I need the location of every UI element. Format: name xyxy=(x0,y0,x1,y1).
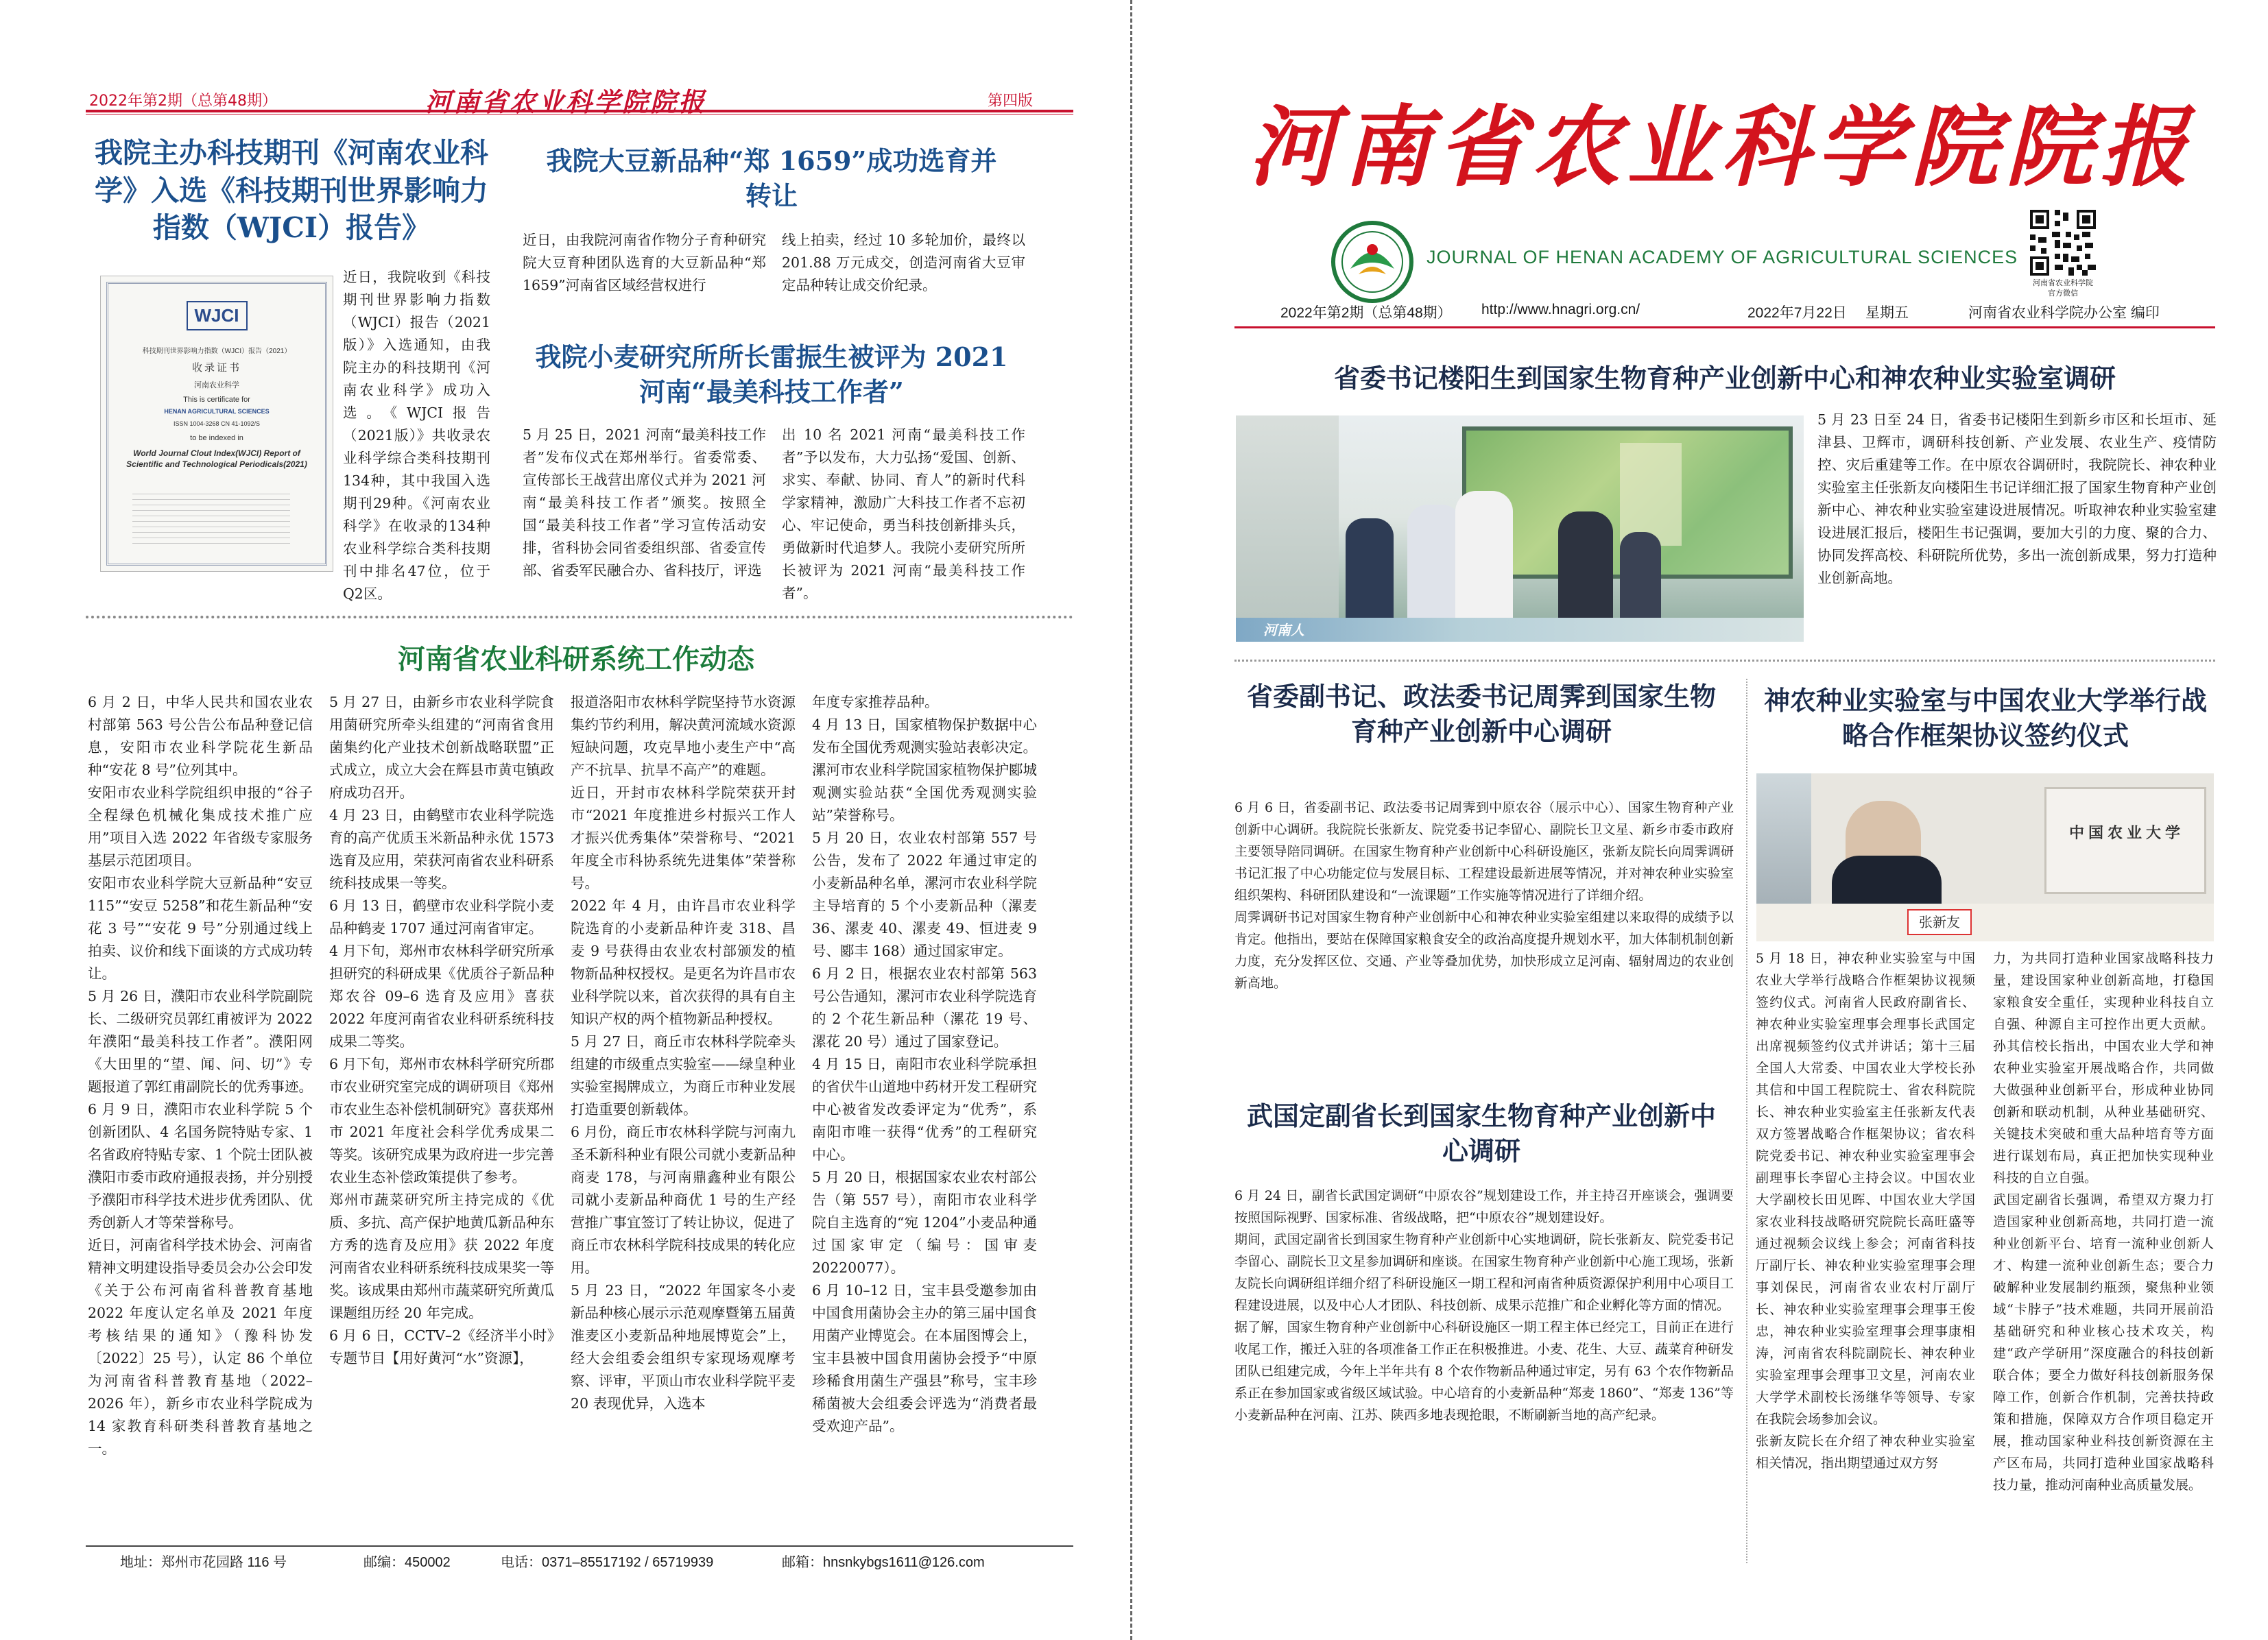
wheat-body-a: 5 月 25 日，2021 河南“最美科技工作者”发布仪式在郑州举行。省委常委、宣传部长王战营出席仪式并为 2021 河南“最美科技工作者”颁奖。按照全国“最美科技工作者”学习宣传活动安排，省科协会同省委组织部、省委宣传部、省委军民融合办、省科技厅，评选 xyxy=(523,426,766,579)
cert-line8: World Journal Clout Index(WJCI) Report of Scientific and Technological Periodicals(2021) xyxy=(126,448,307,469)
page-fold xyxy=(1130,0,1132,1640)
section-divider xyxy=(86,616,1073,618)
footer-email: 邮箱：hnsnkybgs1611@126.com xyxy=(782,1555,985,1570)
wechat-qr-icon[interactable] xyxy=(2030,210,2096,276)
cert-line3: 河南农业科学 xyxy=(194,381,239,389)
cau-body-b: 力，为共同打造种业国家战略科技力量，建设国家种业创新高地，打稳国家粮食安全重任，实现种业科技自立自强、种源自主可控作出更大贡献。孙其信校长指出，中国农业大学和神农种业实验室开展战略合作，共同做大做强种业创新平台，形成种业协同创新和联动机制，从种业基础研究、关键技术突破和重大品种培育等方面进行谋划布局，真正把加快实现种业科技的自立自强。 武国定副省长强调，希望双方聚力打造国家种业创新高地，共同打造一流种业创新平台、培育一流种业创新人才、构建一流种业创新生态；要合力破解种业发展制约瓶颈，聚焦种业领域“卡脖子”技术难题，共同开展前沿基础研究和种业核心技术攻关，构建“政产学研用”深度融合的科技创新联合体；要全力做好科技创新服务保障工作，创新合作机制，完善扶持政策和措施，保障双方合作项目稳定开展，推动国家种业科技创新资源在主产区布局，共同打造种业国家战略科技力量，推动河南种业高质量发展。 xyxy=(1993,951,2214,1493)
soy-body-a: 近日，由我院河南省作物分子育种研究院大豆育种团队选育的大豆新品种“郑 1659”河南省区域经营权进行 xyxy=(523,232,766,293)
header-rule xyxy=(86,110,1073,112)
masthead-rule xyxy=(1234,326,2215,328)
cert-line2: 收录证书 xyxy=(191,361,241,374)
soy-title: 我院大豆新品种“郑 1659”成功选育并转让 xyxy=(546,145,997,211)
wheat-title: 我院小麦研究所所长雷振生被评为 2021 河南“最美科技工作者” xyxy=(535,341,1008,407)
news-col-3: 报道洛阳市农林科学院坚持节水资源集约节约利用，解决黄河流域水资源短缺问题，攻克旱地小麦生产中“高产不抗旱、抗旱不高产”的难题。 近日，开封市农林科学院荣获开封市“2021 年度推进乡村振兴工作人才振兴优秀集体”荣誉称号、“2021 年度全市科协系统先进集体”荣誉称号。 2022 年 4 月，由许昌市农业科学院选育的小麦新品种许麦 318、昌麦 9 号获得由农业农村部颁发的植物新品种权授权。是更名为许昌市农业科学院以来，首次获得的具有自主知识产权的两个植物新品种授权。 5 月 27 日，商丘市农林科学院牵头组建的市级重点实验室——绿皇种业实验室揭牌成立，为商丘市种业发展打造重要创新载体。 6 月份，商丘市农林科学院与河南九圣禾新科种业有限公司就小麦新品种商麦 178，与河南鼎鑫种业有限公司就小麦新品种商优 1 号的生产经营推广事宜签订了转让协议，促进了商丘市农林科学院科技成果的转化应用。 5 月 23 日，“2022 年国家冬小麦新品种核心展示示范观摩暨第五届黄淮麦区小麦新品种地展博览会”上，经大会组委会组织专家现场观摩考察、评审，平顶山市农业科学院平麦 20 表现优异，入选本 xyxy=(571,694,796,1412)
page-four xyxy=(0,0,1125,1640)
lead-divider xyxy=(1234,660,2215,662)
masthead-subtitle: JOURNAL OF HENAN ACADEMY OF AGRICULTURAL SCIENCES xyxy=(1427,247,2018,267)
issue-date: 2022年7月22日 xyxy=(1747,305,1847,321)
wheat-body-b: 出 10 名 2021 河南“最美科技工作者”予以发布，大力弘扬“爱国、创新、求实、奉献、协同、育人”的新时代科学家精神，激励广大科技工作者不忘初心、牢记使命，勇当科技创新排头兵，勇做新时代追梦人。我院小麦研究所所长被评为 2021 河南“最美科技工作者”。 xyxy=(782,426,1025,601)
page-number: 第四版 xyxy=(988,93,1034,110)
news-col-4: 年度专家推荐品种。 4 月 13 日，国家植物保护数据中心发布全国优秀观测实验站表彰决定。漯河市农业科学院国家植物保护郾城观测实验站获“全国优秀观测实验站”荣誉称号。 5 月 20 日，农业农村部第 557 号公告，发布了 2022 年通过审定的小麦新品种名单，漯河市农业科学院主导培育的 5 个小麦新品种（漯麦 36、漯麦 40、漯麦 49、恒进麦 9 号、郾丰 168）通过国家审定。 6 月 2 日，根据农业农村部第 563 号公告通知，漯河市农业科学院选育的 2 个花生新品种（漯花 19 号、漯花 20 号）通过了国家登记。 4 月 15 日，南阳市农业科学院承担的省伏牛山道地中药材开发工程研究中心被省发改委评定为“优秀”，系南阳市唯一获得“优秀”的工程研究中心。 5 月 20 日，根据国家农业农村部公告（第 557 号），南阳市农业科学院自主选育的“宛 1204”小麦品种通过国家审定（编号：国审麦 20220077）。 6 月 10–12 日，宝丰县受邀参加由中国食用菌协会主办的第三届中国食用菌产业博览会。在本届图博会上，宝丰县被中国食用菌协会授予“中原珍稀食用菌生产强县”称号，宝丰珍稀菌被大会组委会评选为“消费者最受欢迎产品”。 xyxy=(812,694,1037,1434)
front-page xyxy=(1138,0,2268,1640)
qr-caption-1: 河南省农业科学院 xyxy=(2033,279,2093,287)
running-logo: 河南省农业科学院院报 xyxy=(425,86,707,117)
news-col-2: 5 月 27 日，由新乡市农业科学院食用菌研究所牵头组建的“河南省食用菌集约化产业技术创新战略联盟”正式成立，成立大会在辉县市黄屯镇政府成功召开。 4 月 23 日，由鹤壁市农业科学院选育的高产优质玉米新品种永优 1573 选育及应用，荣获河南省农业科研系统科技成果一等奖。 6 月 13 日，鹤壁市农业科学院小麦品种鹤麦 1707 通过河南省审定。 4 月下旬，郑州市农林科学研究所承担研究的科研成果《优质谷子新品种郑农谷 09–6 选育及应用》喜获 2022 年度河南省农业科研系统科技成果二等奖。 6 月下旬，郑州市农林科学研究所郡市农业研究室完成的调研项目《郑州市农业生态补偿机制研究》喜获郑州市 2021 年度社会科学优秀成果二等奖。该研究成果为政府进一步完善农业生态补偿政策提供了参考。 郑州市蔬菜研究所主持完成的《优质、多抗、高产保护地黄瓜新品种东方秀的选育及应用》获 2022 年度河南省农业科研系统科技成果奖一等奖。该成果由郑州市蔬菜研究所黄瓜课题组历经 20 年完成。 6 月 6 日，CCTV–2《经济半小时》专题节目【用好黄河“水”资源】， xyxy=(329,694,554,1366)
zhou-title: 省委副书记、政法委书记周霁到国家生物育种产业创新中心调研 xyxy=(1246,681,1716,747)
issue-weekday: 星期五 xyxy=(1865,305,1909,321)
wjci-body: 近日，我院收到《科技期刊世界影响力指数（WJCI）报告（2021版）》入选通知，由我院主办的科技期刊《河南农业科学》成功入选。《WJCI报告（2021版）》共收录农业科学综合类科技期刊134种，其中我国入选期刊29种。《河南农业科学》在收录的134种农业科学综合类科技期刊中排名47位，位于Q2区。 xyxy=(343,269,490,602)
photo-watermark: 河南人 xyxy=(1263,623,1304,638)
academy-emblem xyxy=(1331,221,1413,303)
wjci-certificate xyxy=(100,276,333,572)
footer-postcode: 邮编：450002 xyxy=(363,1555,451,1570)
news-title: 河南省农业科研系统工作动态 xyxy=(398,643,754,675)
wu-title: 武国定副省长到国家生物育种产业创新中心调研 xyxy=(1246,1100,1716,1167)
wjci-title: 我院主办科技期刊《河南农业科学》入选《科技期刊世界影响力指数（WJCI）报告》 xyxy=(95,136,488,245)
lead-photo xyxy=(1236,415,1804,642)
cau-screen-text: 中国农业大学 xyxy=(2068,824,2184,842)
cert-line6: ISSN 1004-3268 CN 41-1092/S xyxy=(173,420,261,427)
news-col-1: 6 月 2 日，中华人民共和国农业农村部第 563 号公告公布品种登记信息，安阳市农业科学院花生新品种“安花 8 号”位列其中。 安阳市农业科学院组织申报的“谷子全程绿色机械化集成技术推广应用”项目入选 2022 年省级专家服务基层示范团项目。 安阳市农业科学院大豆新品种“安豆 115”“安豆 5258”和花生新品种“安花 3 号”“安花 9 号”分别通过线上拍卖、议价和线下面谈的方式成功转让。 5 月 26 日，濮阳市农业科学院副院长、二级研究员郭红甫被评为 2022 年濮阳“最美科技工作者”。濮阳网《大田里的“望、闻、问、切”》专题报道了郭红甫副院长的优秀事迹。 6 月 9 日，濮阳市农业科学院 5 个创新团队、4 名国务院特贴专家、1 名省政府特贴专家、1 个院士团队被濮阳市委市政府通报表扬，并分别授予濮阳市科学技术进步优秀团队、优秀创新人才等荣誉称号。 近日，河南省科学技术协会、河南省精神文明建设指导委员会办公会印发《关于公布河南省科普教育基地 2022 年度认定名单及 2021 年度考核结果的通知》（豫科协发〔2022〕25 号），认定 86 个单位为河南省科普教育基地（2022–2026 年），新乡市农业科学院成为 14 家教育科研类科普教育基地之一。 xyxy=(88,694,313,1457)
masthead-title: 河南省农业科学院院报 xyxy=(1248,96,2195,199)
lead-body: 5 月 23 日至 24 日，省委书记楼阳生到新乡市区和长垣市、延津县、卫辉市，调研科技创新、产业发展、农业生产、疫情防控、灾后重建等工作。在中原农谷调研时，我院院长、神农种业实验室主任张新友向楼阳生书记详细汇报了国家生物育种产业创新中心、神农种业实验室建设进展情况。听取神农种业实验室建设进展汇报后，楼阳生书记强调，要加大引的力度、聚的合力、协同发挥高校、科研院所优势，多出一流创新成果，努力打造种业创新高地。 xyxy=(1817,411,2217,586)
cert-line7: to be indexed in xyxy=(190,434,243,442)
footer-phone: 电话：0371–85517192 / 65719939 xyxy=(501,1555,714,1570)
cau-title: 神农种业实验室与中国农业大学举行战略合作框架协议签约仪式 xyxy=(1763,685,2207,751)
qr-caption-2: 官方微信 xyxy=(2048,289,2078,298)
cert-line1: 科技期刊世界影响力指数（WJCI）报告（2021） xyxy=(142,348,291,355)
issue-number: 2022年第2期（总第48期） xyxy=(1280,305,1452,321)
footer-rule xyxy=(86,1545,1073,1547)
zhou-body: 6 月 6 日，省委副书记、政法委书记周霁到中原农谷（展示中心）、国家生物育种产业创新中心调研。我院院长张新友、院党委书记李留心、副院长卫文星、新乡市委市政府主要领导陪同调研。在国家生物育种产业创新中心科研设施区，张新友院长向周霁调研书记汇报了中心功能定位与发展目标、工程建设最新进展等情况，并对神农种业实验室组织架构、科研团队建设和“一流课题”工作实施等情况进行了详细介绍。 周霁调研书记对国家生物育种产业创新中心和神农种业实验室组建以来取得的成绩予以肯定。他指出，要站在保障国家粮食安全的政治高度提升规划水平，加大体制机制创新力度，充分发挥区位、交通、产业等叠加优势，加快形成立足河南、辐射周边的农业创新高地。 xyxy=(1234,800,1734,991)
cau-body-a: 5 月 18 日，神农种业实验室与中国农业大学举行战略合作框架协议视频签约仪式。河南省人民政府副省长、神农种业实验室理事会理事长武国定出席视频签约仪式并讲话；第十三届全国人大常委、中国农业大学校长孙其信和中国工程院院士、省农科院院长、神农种业实验室主任张新友代表双方签署战略合作框架协议；省农科院党委书记、神农种业实验室理事会副理事长李留心主持会议。中国农业大学副校长田见晖、中国农业大学国家农业科技战略研究院院长高旺盛等通过视频会议线上参会；河南省科技厅副厅长、神农种业实验室理事会理事刘保民，河南省农业农村厅副厅长、神农种业实验室理事会理事王俊忠，神农种业实验室理事会理事康相涛，河南省农科院副院长、神农种业实验室理事会理事卫文星，河南农业大学学术副校长汤继华等领导、专家在我院会场参加会议。 张新友院长在介绍了神农种业实验室相关情况，指出期望通过双方努 xyxy=(1756,951,1975,1471)
page-issue: 2022年第2期（总第48期） xyxy=(89,93,277,110)
editor-line: 河南省农业科学院办公室 编印 xyxy=(1968,305,2160,321)
cert-fine-print xyxy=(132,489,290,544)
cau-photo xyxy=(1756,773,2214,941)
column-divider xyxy=(1746,679,1747,1563)
lead-title: 省委书记楼阳生到国家生物育种产业创新中心和神农种业实验室调研 xyxy=(1333,363,2116,394)
name-plate: 张新友 xyxy=(1907,909,1972,935)
cert-line5: HENAN AGRICULTURAL SCIENCES xyxy=(164,408,270,415)
cert-line4: This is certificate for xyxy=(183,396,250,404)
footer-address: 地址：郑州市花园路 116 号 xyxy=(120,1555,287,1570)
soy-body-b: 线上拍卖，经过 10 多轮加价，最终以 201.88 万元成交，创造河南省大豆审定品种转让成交价纪录。 xyxy=(782,232,1025,293)
website-url[interactable]: http://www.hnagri.org.cn/ xyxy=(1481,302,1640,317)
wjci-logo: WJCI xyxy=(187,301,248,330)
wu-body: 6 月 24 日，副省长武国定调研“中原农谷”规划建设工作，并主持召开座谈会，强调要按照国际视野、国家标准、省级战略，把“中原农谷”规划建设好。 期间，武国定副省长到国家生物育种产业创新中心实地调研，院长张新友、院党委书记李留心、副院长卫文星参加调研和座谈。在国家生物育种产业创新中心施工现场，张新友院长向调研组详细介绍了科研设施区一期工程和河南省种质资源保护利用中心项目工程建设进展，以及中心人才团队、科技创新、成果示范推广和企业孵化等方面的情况。 据了解，国家生物育种产业创新中心科研设施区一期工程主体已经完工，目前正在进行收尾工作，搬迁入驻的各项准备工作正在积极推进。小麦、花生、大豆、蔬菜育种研发团队已组建完成，今年上半年共有 8 个农作物新品种通过审定，另有 63 个农作物新品系正在参加国家或省级区域试验。中心培育的小麦新品种“郑麦 1860”、“郑麦 136”等小麦新品种在河南、江苏、陕西多地表现抢眼，不断刷新当地的高产纪录。 xyxy=(1234,1188,1734,1423)
